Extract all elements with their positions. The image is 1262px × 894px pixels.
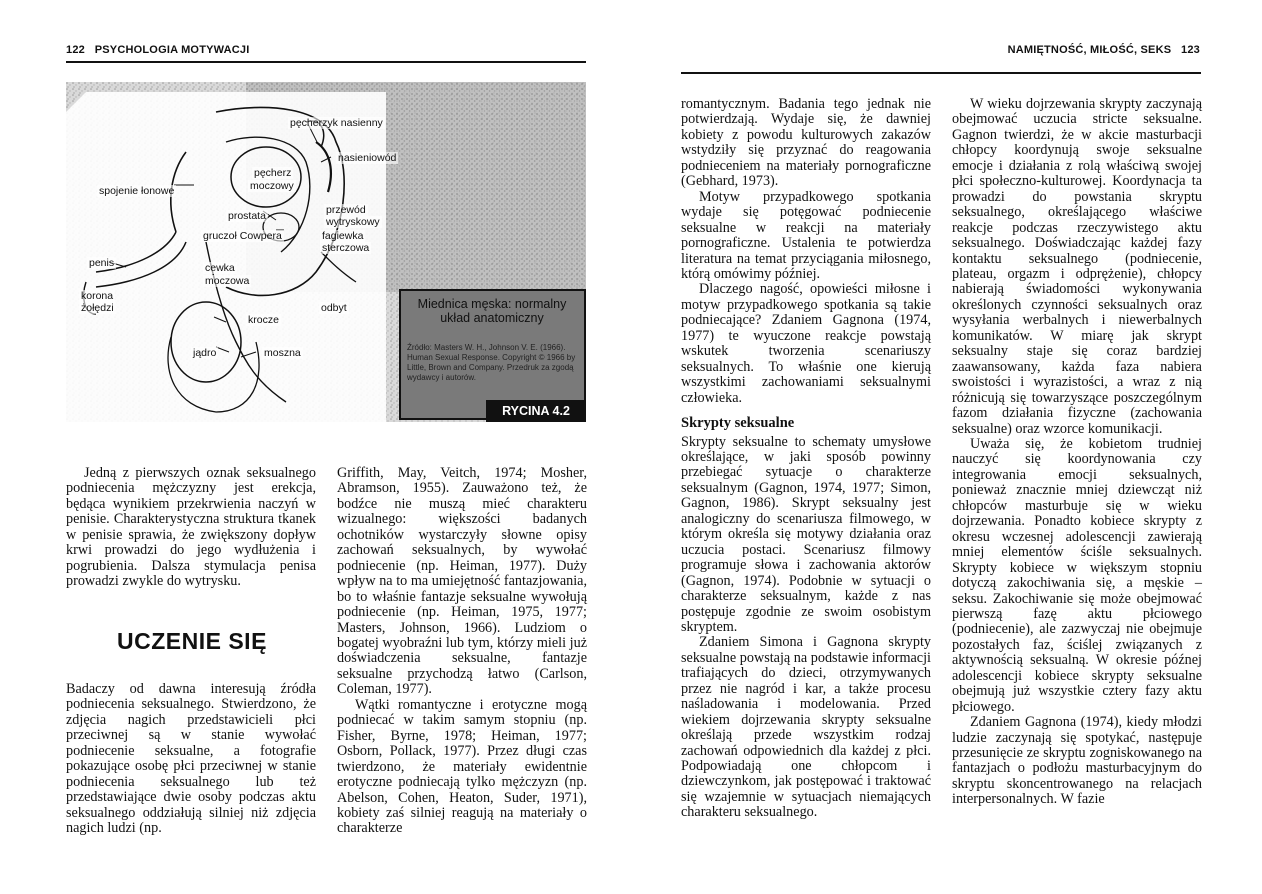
label-spojenie: spojenie łonowe bbox=[99, 185, 175, 197]
label-pecherz: pęcherz bbox=[254, 167, 292, 179]
figure-plate-label: RYCINA 4.2 bbox=[486, 400, 586, 422]
label-prostata: prostata bbox=[228, 210, 266, 222]
label-nasieniowod: nasieniowód bbox=[338, 152, 397, 164]
running-head-title: PSYCHOLOGIA MOTYWACJI bbox=[94, 44, 250, 56]
paragraph: Dlaczego nagość, opowieści miłosne i motyw przypadkowego spotkania są takie podniecające? Zdaniem Gagnona (1974, 1977) te wyuczone reakcje powstają wskutek tworzenia scenariuszy seksualnych. To właśnie one kierują wszystkimi zachowaniami seksualnymi człowieka. bbox=[681, 281, 931, 406]
label-jadro: jądro bbox=[193, 347, 217, 359]
running-head-title: NAMIĘTNOŚĆ, MIŁOŚĆ, SEKS bbox=[1007, 44, 1172, 56]
label-zoledzi: żołędzi bbox=[81, 302, 114, 314]
paragraph: Zdaniem Simona i Gagnona skrypty seksualne powstają na podstawie informacji trafiających do dzieci, otrzymywanych przez nie nagród i kar, a także procesu naśladowania i modelowania. Przed wiekiem dojrzewania skrypty seksualne określają przede wszystkim rodzaj zachowań odpowiednich dla każdej z płci. Podpowiadają one chłopcom i dziewczynkom, jak postępować i traktować się wzajemnie w sytuacjach niemających charakteru seksualnego. bbox=[681, 634, 931, 821]
label-odbyt: odbyt bbox=[321, 302, 347, 314]
left-col1-top bbox=[66, 466, 316, 590]
right-col1 bbox=[681, 97, 931, 821]
label-cewka: cewka bbox=[205, 262, 235, 274]
left-col1-bottom bbox=[66, 682, 316, 837]
label-pecherzyk: pęcherzyk nasienny bbox=[290, 117, 383, 129]
paragraph: Badaczy od dawna interesują źródła podniecenia seksualnego. Stwierdzono, że zdjęcia nagich przedstawicieli płci przeciwnej są w stanie wywołać podniecenie seksualne, a fotografie pokazujące osobę płci przeciwnej w stanie podniecenia seksualnego lub też przedstawiające dwie osoby podczas aktu seksualnego oddziałują silniej niż zdjęcia nagich ludzi (np. bbox=[66, 681, 316, 837]
paragraph: Skrypty seksualne to schematy umysłowe określające, w jaki sposób powinny przebiegać sytuacje o charakterze seksualnym (Gagnon, 1974, 1977; Simon, Gagnon, 1986). Skrypt seksualny jest analogiczny do scenariusza filmowego, w którym określa się motywy działania oraz uczucia postaci. Scenariusz filmowy programuje słowa i zachowania aktorów (Gagnon, 1974). Podobnie w sytuacji o charakterze seksualnym, każde z nas postępuje zgodnie ze swoim osobistym skryptem. bbox=[681, 433, 931, 635]
label-gruczol: gruczoł Cowpera bbox=[203, 230, 282, 242]
label-cewka-moczowa: moczowa bbox=[205, 275, 250, 287]
label-moczowy: moczowy bbox=[250, 180, 294, 192]
paragraph: Uważa się, że kobietom trudniej nauczyć się koordynowania czy integrowania emocji seksualnych, ponieważ znacznie mniej dziewcząt niż chłopców masturbuje się w wieku dojrzewania. Ponadto kobiece skrypty z okresu wczesnej adolescencji zawierają mniej elementów ściśle seksualnych. Skrypty kobiece w większym stopniu dotyczą zakochiwania się, a męskie – seksu. Zakochiwanie się może obejmować pierwszą fazę aktu płciowego (podniecenie), ale zazwyczaj nie obejmuje pozostałych faz, ściślej związanych z aktywnością seksualną. W okresie późnej adolescencji kobiece skrypty seksualne obejmują już wszystkie cztery fazy aktu płciowego. bbox=[952, 435, 1202, 715]
page-number: 122 bbox=[66, 44, 85, 56]
paragraph: Zdaniem Gagnona (1974), kiedy młodzi ludzie zaczynają się spotykać, następuje przesunięcie ze skryptu zogniskowanego na fantazjach o podłożu masturbacyjnym do skryptu skoncentrowanego na relacjach interpersonalnych. W fazie bbox=[952, 714, 1202, 808]
header-rule bbox=[66, 61, 586, 63]
paragraph: Griffith, May, Veitch, 1974; Mosher, Abramson, 1955). Zauważono też, że bodźce nie muszą mieć charakteru wizualnego: większości badanych ochotników wystarczyły słowne opisy zachowań seksualnych, by wywołać podniecenie (np. Heiman, 1977). Duży wpływ na to ma umiejętność fantazjowania, bo to właśnie fantazje seksualne wywołują podniecenie (np. Heiman, 1975, 1977; Masters, Johnson, 1966). Ludziom o bogatej wyobraźni lub tym, którzy mieli już doświadczenia seksualne, fantazje seksualne przychodzą łatwo (Carlson, Coleman, 1977). bbox=[337, 465, 587, 698]
paragraph: Wątki romantyczne i erotyczne mogą podniecać w takim samym stopniu (np. Fisher, Byrne, 1978; Heiman, 1977; Osborn, Pollack, 1977). Przez długi czas twierdzono, że materiały ewidentnie erotyczne podniecają tylko mężczyzn (np. Abelson, Cohen, Heaton, Suder, 1971), kobiety zaś silniej reagują na materiały o charakterze bbox=[337, 696, 587, 837]
header-rule bbox=[681, 72, 1201, 74]
paragraph: romantycznym. Badania tego jednak nie potwierdzają. Wydaje się, że dawniej kobiety z powodu kulturowych zakazów wstydziły się przyznać do reagowania podnieceniem na materiały pornograficzne (Gebhard, 1973). bbox=[681, 96, 931, 190]
label-krocze: krocze bbox=[248, 314, 279, 326]
figure-caption-credit: Źródło: Masters W. H., Johnson V. E. (1966). Human Sexual Response. Copyright © 1966 by Little, Brown and Company. Przedruk za zgodą wydawcy i autorów. bbox=[407, 343, 576, 382]
label-penis: penis bbox=[89, 257, 115, 269]
running-head-right bbox=[1008, 44, 1200, 56]
label-fagiewka: fagiewka bbox=[322, 230, 364, 242]
label-wytryskowy: wytryskowy bbox=[326, 216, 380, 228]
label-przewod: przewód bbox=[326, 204, 366, 216]
left-col2 bbox=[337, 466, 587, 837]
right-col2 bbox=[952, 97, 1202, 808]
label-sterczowa: sterczowa bbox=[322, 242, 370, 254]
anatomy-figure bbox=[66, 82, 586, 422]
running-head-left bbox=[66, 44, 249, 56]
paragraph: Motyw przypadkowego spotkania wydaje się potęgować podniecenie seksualne w reakcji na materiały pornograficzne. Ustalenia te potwierdza literatura na temat przyciągania miłosnego, którą omówimy później. bbox=[681, 188, 931, 282]
section-title: UCZENIE SIĘ bbox=[117, 628, 267, 654]
label-mosna: moszna bbox=[264, 347, 301, 359]
figure-caption-title: Miednica męska: normalny układ anatomiczny bbox=[417, 297, 567, 325]
paragraph: Jedną z pierwszych oznak seksualnego podniecenia mężczyzny jest erekcja, będąca wynikiem przekrwienia naczyń w penisie. Charakterystyczna struktura tkanek w penisie sprawia, że zwiększony dopływ krwi prowadzi do jego wydłużenia i pogrubienia. Dalsza stymulacja penisa prowadzi zwykle do wytrysku. bbox=[66, 465, 316, 590]
right-page bbox=[631, 0, 1262, 894]
subheading: Skrypty seksualne bbox=[681, 415, 795, 432]
label-korona: korona bbox=[81, 290, 114, 302]
page-number: 123 bbox=[1181, 44, 1200, 56]
paragraph: W wieku dojrzewania skrypty zaczynają obejmować uczucia stricte seksualne. Gagnon twierdzi, że w akcie masturbacji chłopcy koordynują swoje seksualne emocje i działania z rolą właściwą swojej płci społeczno-kulturowej. Koordynacja ta prowadzi do powstania skryptu seksualnego, określającego właściwe reakcje podczas rzeczywistego aktu seksualnego. Doświadczając każdej fazy kontaktu seksualnego (podniecenie, plateau, orgazm i odprężenie), chłopcy nabierają świadomości wykonywania określonych czynności seksualnych oraz wysyłania werbalnych i niewerbalnych komunikatów. W miarę jak skrypt seksualny staje się coraz bardziej zaawansowany, każda faza nabiera swoistości i wyrazistości, a wraz z nią różnicują się towarzyszące poszczególnym fazom działania fizyczne (zachowania seksualne) oraz wzorce komunikacji. bbox=[952, 96, 1202, 437]
